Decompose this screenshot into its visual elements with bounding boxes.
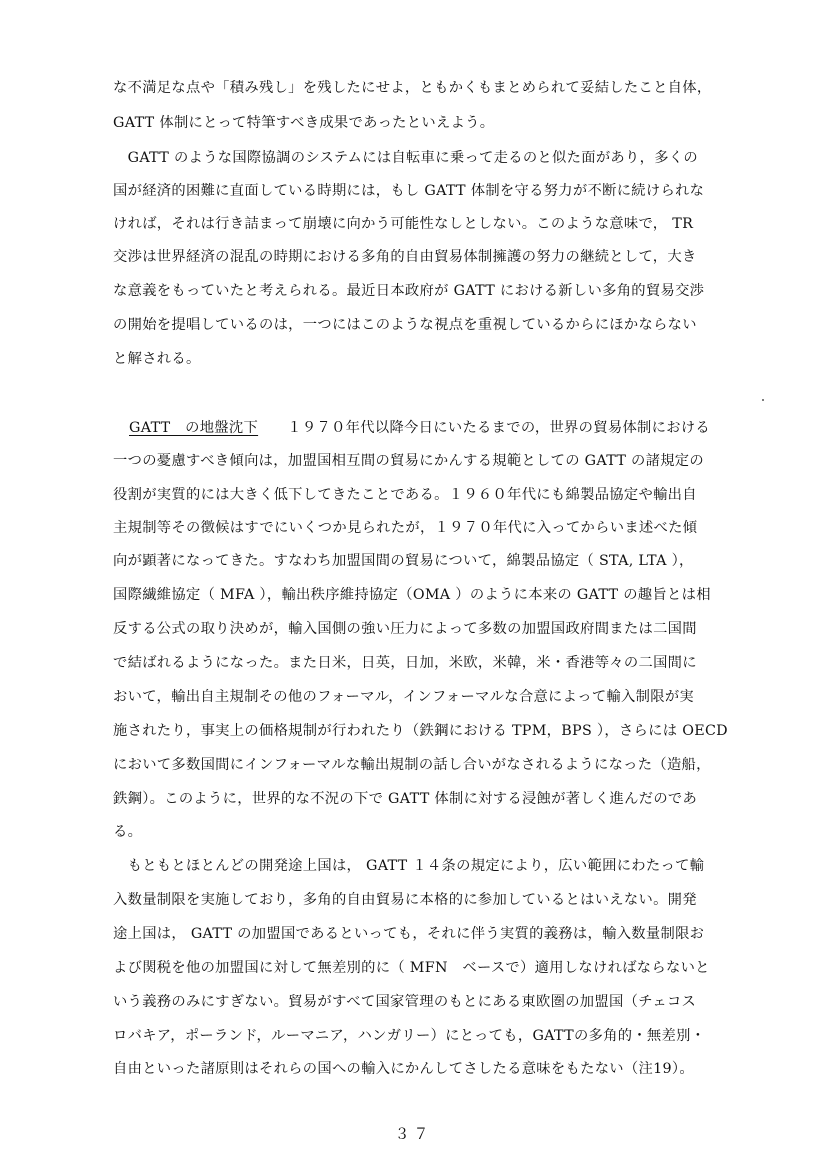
text-line: 国際繊維協定（ MFA ），輸出秩序維持協定（OMA ）のように本来の GATT の趣旨とは相 (113, 587, 711, 603)
section-first-line (113, 418, 723, 438)
text-line: 自由といった諸原則はそれらの国への輸入にかんしてさしたる意味をもたない（注19）。 (113, 1061, 694, 1077)
text-line: 途上国は， GATT の加盟国であるといっても，それに伴う実質的義務は，輸入数量制限お (113, 926, 705, 942)
text-line: な意義をもっていたと考えられる。最近日本政府が GATT における新しい多角的貿易交渉 (113, 283, 705, 299)
text-line: る。 (113, 824, 143, 840)
text-line: いう義務のみにすぎない。貿易がすべて国家管理のもとにある東欧圏の加盟国（チェコス (113, 994, 697, 1010)
text-line: よび関税を他の加盟国に対して無差別的に（ MFN ベースで）適用しなければならないと (113, 960, 710, 976)
section-heading: GATT の地盤沈下 (129, 420, 259, 436)
text-line: 向が顕著になってきた。すなわち加盟国間の貿易について，綿製品協定（ STA, LTA ）， (113, 553, 694, 569)
text-line: 役割が実質的には大きく低下してきたことである。１９６０年代にも綿製品協定や輸出自 (113, 487, 697, 503)
scan-speck (762, 399, 764, 401)
text-line: と解される。 (113, 351, 201, 367)
page-number: ３７ (394, 1125, 433, 1143)
text-line: ければ，それは行き詰まって崩壊に向かう可能性なしとしない。このような意味で， TR (113, 216, 694, 232)
text-line: おいて，輸出自主規制その他のフォーマル，インフォーマルな合意によって輸入制限が実 (113, 689, 695, 705)
text-line: な不満足な点や「積み残し」を残したにせよ，ともかくもまとめられて妥結したこと自体， (113, 80, 712, 96)
text-line: の開始を提唱しているのは，一つにはこのような視点を重視しているからにほかならない (113, 317, 697, 333)
text-line: GATT 体制にとって特筆すべき成果であったといえよう。 (113, 115, 495, 131)
text-line: 国が経済的困難に直面している時期には，もし GATT 体制を守る努力が不断に続けられな (113, 183, 705, 199)
text-line: において多数国間にインフォーマルな輸出規制の話し合いがなされるようになった（造船， (113, 757, 711, 773)
text-line: 一つの憂慮すべき傾向は，加盟国相互間の貿易にかんする規範としての GATT の諸規定の (113, 453, 704, 469)
text-line: 施されたり，事実上の価格規制が行われたり（鉄鋼における TPM，BPS ），さらには OECD (113, 723, 728, 739)
text-line: 主規制等その徴候はすでにいくつか見られたが，１９７０年代に入ってからいま述べた傾 (113, 520, 698, 536)
text-line: で結ばれるようになった。また日米，日英，日加，米欧，米韓，米・香港等々の二国間に (113, 655, 697, 671)
text-line: 入数量制限を実施しており，多角的自由貿易に本格的に参加しているとはいえない。開発 (113, 892, 697, 908)
text-line: もともとほとんどの開発途上国は， GATT １４条の規定により，広い範囲にわたって輸 (113, 858, 705, 874)
text-line: 鉄鋼）。このように，世界的な不況の下で GATT 体制に対する浸蝕が著しく進んだのであ (113, 791, 698, 807)
text-line: GATT のような国際協調のシステムには自転車に乗って走るのと似た面があり，多くの (113, 150, 698, 166)
text-line: 反する公式の取り決めが，輸入国側の強い圧力によって多数の加盟国政府間または二国間 (113, 621, 697, 637)
text-line: １９７０年代以降今日にいたるまでの，世界の貿易体制における (258, 420, 711, 436)
text-line: 交渉は世界経済の混乱の時期における多角的自由貿易体制擁護の努力の継続として，大き (113, 249, 697, 265)
text-line: ロバキア，ポーランド，ルーマニア，ハンガリー）にとっても，GATTの多角的・無差別・ (113, 1028, 706, 1044)
